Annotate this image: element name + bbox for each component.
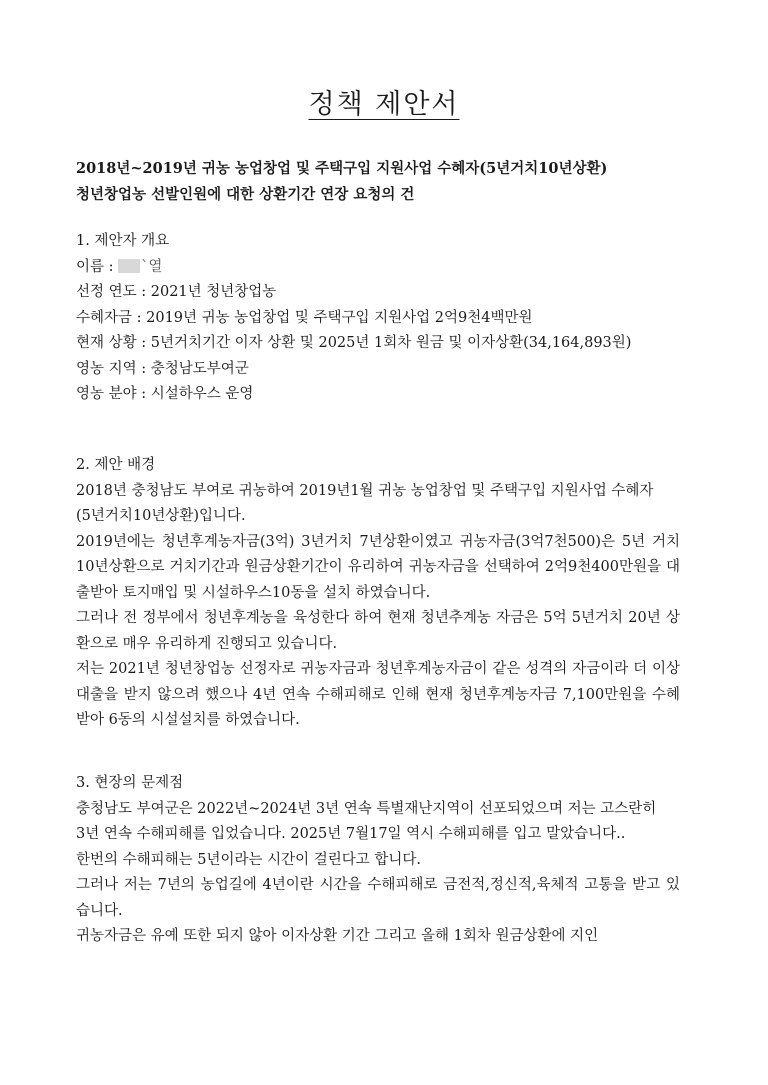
section-field-problems	[76, 771, 680, 950]
paragraph: 저는 2021년 청년창업농 선정자로 귀농자금과 청년후계농자금이 같은 성격의 자금이라 더 이상 대출을 받지 않으려 했으나 4년 연속 수해피해로 인해 현재 청년후계농자금 7,100만원을 수혜받아 6동의 시설설치를 하였습니다.	[76, 661, 680, 728]
document-subject	[76, 156, 706, 208]
paragraph: 그러나 전 정부에서 청년후계농을 육성한다 하여 현재 청년추계농 자금은 5억 5년거치 20년 상환으로 매우 유리하게 진행되고 있습니다.	[76, 610, 680, 652]
name-visible-fragment: `열	[141, 258, 163, 275]
paragraph: 그러나 저는 7년의 농업길에 4년이란 시간을 수해피해로 금전적,정신적,육체적 고통을 받고 있습니다.	[76, 877, 680, 919]
redacted-name-block	[118, 259, 140, 273]
subject-line: 2018년~2019년 귀농 농업창업 및 주택구입 지원사업 수혜자(5년거치10년상환)	[76, 160, 608, 177]
info-line: 수혜자금 : 2019년 귀농 농업창업 및 주택구입 지원사업 2억9천4백만원	[76, 309, 533, 326]
section-proposal-background	[76, 453, 680, 734]
paragraph: 3년 연속 수해피해를 입었습니다. 2025년 7월17일 역시 수해피해를 입고 말았습니다..	[76, 826, 626, 842]
info-line: 영농 지역 : 충청남도부여군	[76, 360, 249, 377]
paragraph: 충청남도 부여군은 2022년~2024년 3년 연속 특별재난지역이 선포되었으며 저는 고스란히	[76, 800, 657, 817]
paragraph: 2019년에는 청년후계농자금(3억) 3년거치 7년상환이였고 귀농자금(3억7천500)은 5년 거치 10년상환으로 거치기간과 원금상환기간이 유리하여 귀농자금을 선택하여 2억9천400만원을 대출받아 토지매입 및 시설하우스10동을 설치 하였습니다.	[76, 533, 680, 601]
name-line	[76, 255, 680, 281]
info-line: 현재 상황 : 5년거치기간 이자 상환 및 2025년 1회차 원금 및 이자상환(34,164,893원)	[76, 335, 632, 351]
info-line: 영농 분야 : 시설하우스 운영	[76, 386, 254, 402]
info-line: 선정 연도 : 2021년 청년창업농	[76, 284, 277, 300]
section-heading: 1. 제안자 개요	[76, 233, 170, 249]
paragraph: 귀농자금은 유예 또한 되지 않아 이자상환 기간 그리고 올해 1회차 원금상환에 지인	[76, 928, 599, 944]
paragraph: 한번의 수해피해는 5년이라는 시간이 걸린다고 합니다.	[76, 851, 422, 868]
section-heading: 3. 현장의 문제점	[76, 775, 184, 791]
section-heading: 2. 제안 배경	[76, 457, 156, 473]
paragraph: 2018년 충청남도 부여로 귀농하여 2019년1월 귀농 농업창업 및 주택구입 지원사업 수혜자	[76, 482, 654, 499]
paragraph: (5년거치10년상환)입니다.	[76, 508, 246, 524]
document-title: 정책 제안서	[308, 89, 460, 120]
name-label: 이름 :	[76, 258, 119, 275]
subject-line: 청년창업농 선발인원에 대한 상환기간 연장 요청의 건	[76, 186, 415, 203]
section-proposer-overview	[76, 229, 680, 408]
